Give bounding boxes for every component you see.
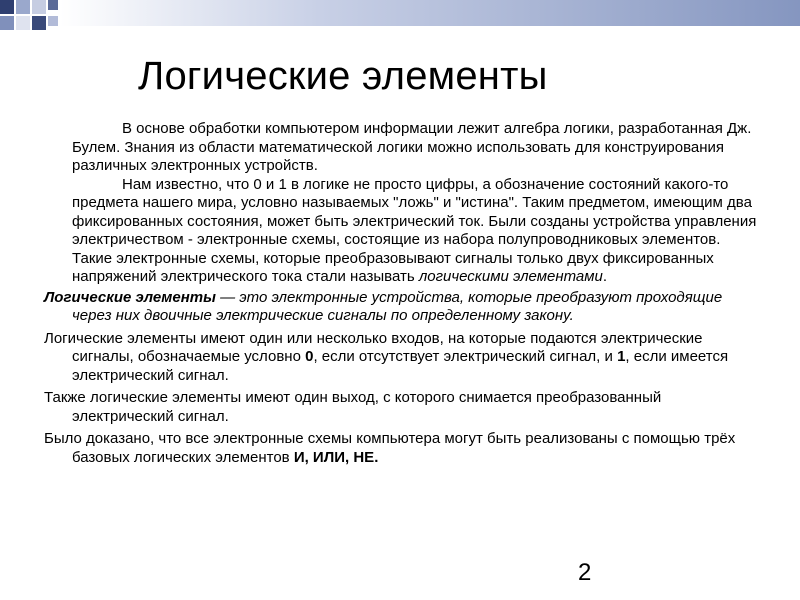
paragraph-inputs-mid: , если отсутствует электрический сигнал, и: [313, 348, 618, 365]
paragraph-intro: В основе обработки компьютером информации лежит алгебра логики, разработанная Дж. Булем. Знания из области математической логики можно использовать для конструирования различных электронных устройств.: [72, 120, 752, 174]
definition-term-bold: Логические элементы: [44, 288, 216, 306]
value-one: 1: [617, 348, 626, 365]
value-zero: 0: [305, 348, 314, 365]
paragraph-states-text: Нам известно, что 0 и 1 в логике не просто цифры, а обозначение состояний какого-то предмета нашего мира, условно называемых "ложь" и "истина". Таким предметом, имеющим два фиксированных состояния, может быть электрический ток. Были созданы устройства управления электричеством - электронные схемы, состоящие из набора полупроводниковых элементов. Такие электронные схемы, которые преобразовывают сигналы только двух фиксированных напряжений электрического тока стали называть: [72, 175, 757, 285]
deco-square: [48, 0, 58, 10]
paragraph-inputs-text: Логические элементы имеют один или несколько входов, на которые подаются электрические сигналы, обозначаемые условно: [44, 329, 703, 365]
paragraph-definition: [44, 289, 764, 326]
page-number: 2: [578, 559, 592, 586]
deco-square: [16, 16, 30, 30]
paragraph-output: Также логические элементы имеют один выход, с которого снимается преобразованный электрический сигнал.: [44, 389, 662, 425]
paragraph-inputs: [44, 330, 764, 386]
paragraph-conclusion-text: Было доказано, что все электронные схемы компьютера могут быть реализованы с помощью трёх базовых логических элементов: [44, 430, 736, 466]
deco-square: [0, 0, 14, 14]
header-gradient-graphic: [0, 0, 800, 38]
definition-term: [44, 289, 722, 325]
paragraph-inputs-end: , если имеется электрический сигнал.: [72, 348, 729, 384]
paragraph-conclusion: [44, 430, 764, 467]
paragraph-states: [44, 176, 764, 287]
deco-square: [32, 16, 46, 30]
deco-square: [0, 16, 14, 30]
header-gradient-band: [60, 0, 800, 26]
decorative-header-bar: [0, 0, 800, 38]
slide-body: [44, 120, 764, 467]
slide-title: Логические элементы: [138, 54, 548, 98]
definition-text: — это электронные устройства, которые преобразуют проходящие через них двоичные электрические сигналы по определенному закону.: [72, 288, 723, 324]
deco-square: [32, 0, 46, 14]
deco-square: [48, 16, 58, 26]
basic-elements-list: И, ИЛИ, НЕ.: [293, 448, 379, 466]
logic-elements-term: логическими элементами: [418, 268, 603, 285]
deco-square: [16, 0, 30, 14]
paragraph-states-end: .: [602, 268, 608, 285]
